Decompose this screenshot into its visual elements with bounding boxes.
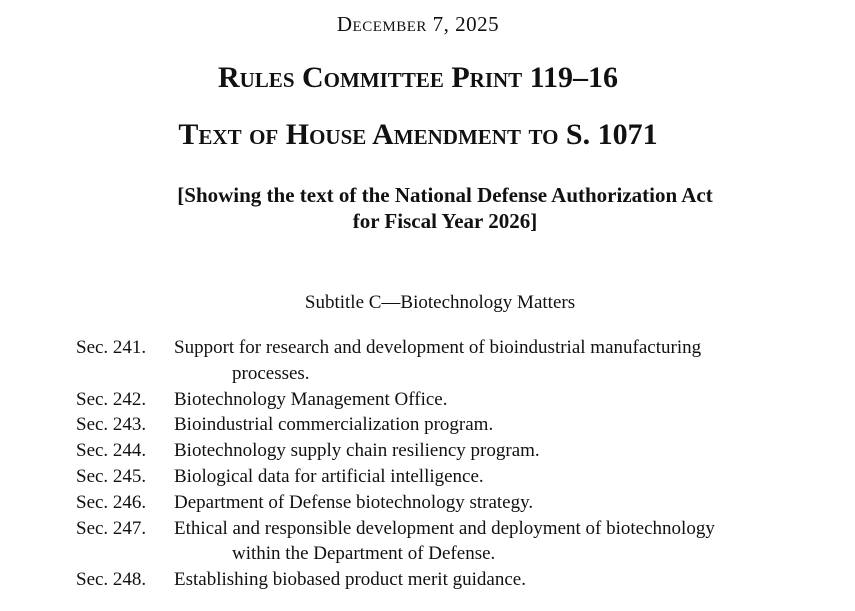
toc-section-title: Biotechnology Management Office. — [174, 388, 448, 410]
toc-section-number: Sec. 246. — [76, 491, 147, 513]
toc-entry — [76, 412, 806, 438]
toc-section-number: Sec. 247. — [76, 517, 147, 539]
toc-entry — [76, 387, 806, 413]
toc-section-title: Bioindustrial commercialization program. — [174, 414, 494, 436]
toc-entry — [76, 516, 806, 568]
amendment-title: Text of House Amendment to S. 1071 — [178, 118, 658, 151]
toc-title-line: Support for research and development of bioindustrial manufacturing — [174, 337, 702, 358]
toc-title-continuation: within the Department of Defense. — [232, 543, 496, 565]
toc-section-number: Sec. 242. — [76, 388, 147, 410]
document-date: December 7, 2025 — [336, 12, 500, 36]
toc-title-line: Ethical and responsible development and deployment of biotechnology — [174, 517, 715, 539]
toc-entry — [76, 490, 806, 516]
toc-section-title: Biotechnology supply chain resiliency program. — [174, 440, 540, 462]
toc-section-title: Establishing biobased product merit guidance. — [174, 569, 526, 591]
toc-entry — [76, 438, 806, 464]
toc-section-title — [174, 516, 806, 568]
toc-title-continuation: processes. — [232, 362, 310, 384]
toc-section-number: Sec. 245. — [76, 465, 147, 487]
toc-section-title — [174, 335, 806, 387]
rules-committee-print-title: Rules Committee Print 119–16 — [217, 61, 619, 94]
toc-section-title: Department of Defense biotechnology strategy. — [174, 491, 534, 513]
toc-section-title: Biological data for artificial intelligence. — [174, 465, 484, 487]
toc-section-number: Sec. 244. — [76, 440, 147, 462]
subtitle-heading: Subtitle C—Biotechnology Matters — [304, 292, 576, 313]
toc-section-number: Sec. 248. — [76, 569, 147, 591]
toc-entry — [76, 335, 806, 387]
bracket-note — [80, 182, 810, 234]
toc-entry — [76, 567, 806, 593]
table-of-contents — [76, 335, 806, 593]
bracket-note-line-1: [Showing the text of the National Defense Authorization Act — [177, 183, 713, 207]
toc-entry — [76, 464, 806, 490]
toc-section-number: Sec. 243. — [76, 414, 147, 436]
bracket-note-line-2: for Fiscal Year 2026] — [352, 209, 538, 233]
toc-section-number: Sec. 241. — [76, 337, 147, 358]
